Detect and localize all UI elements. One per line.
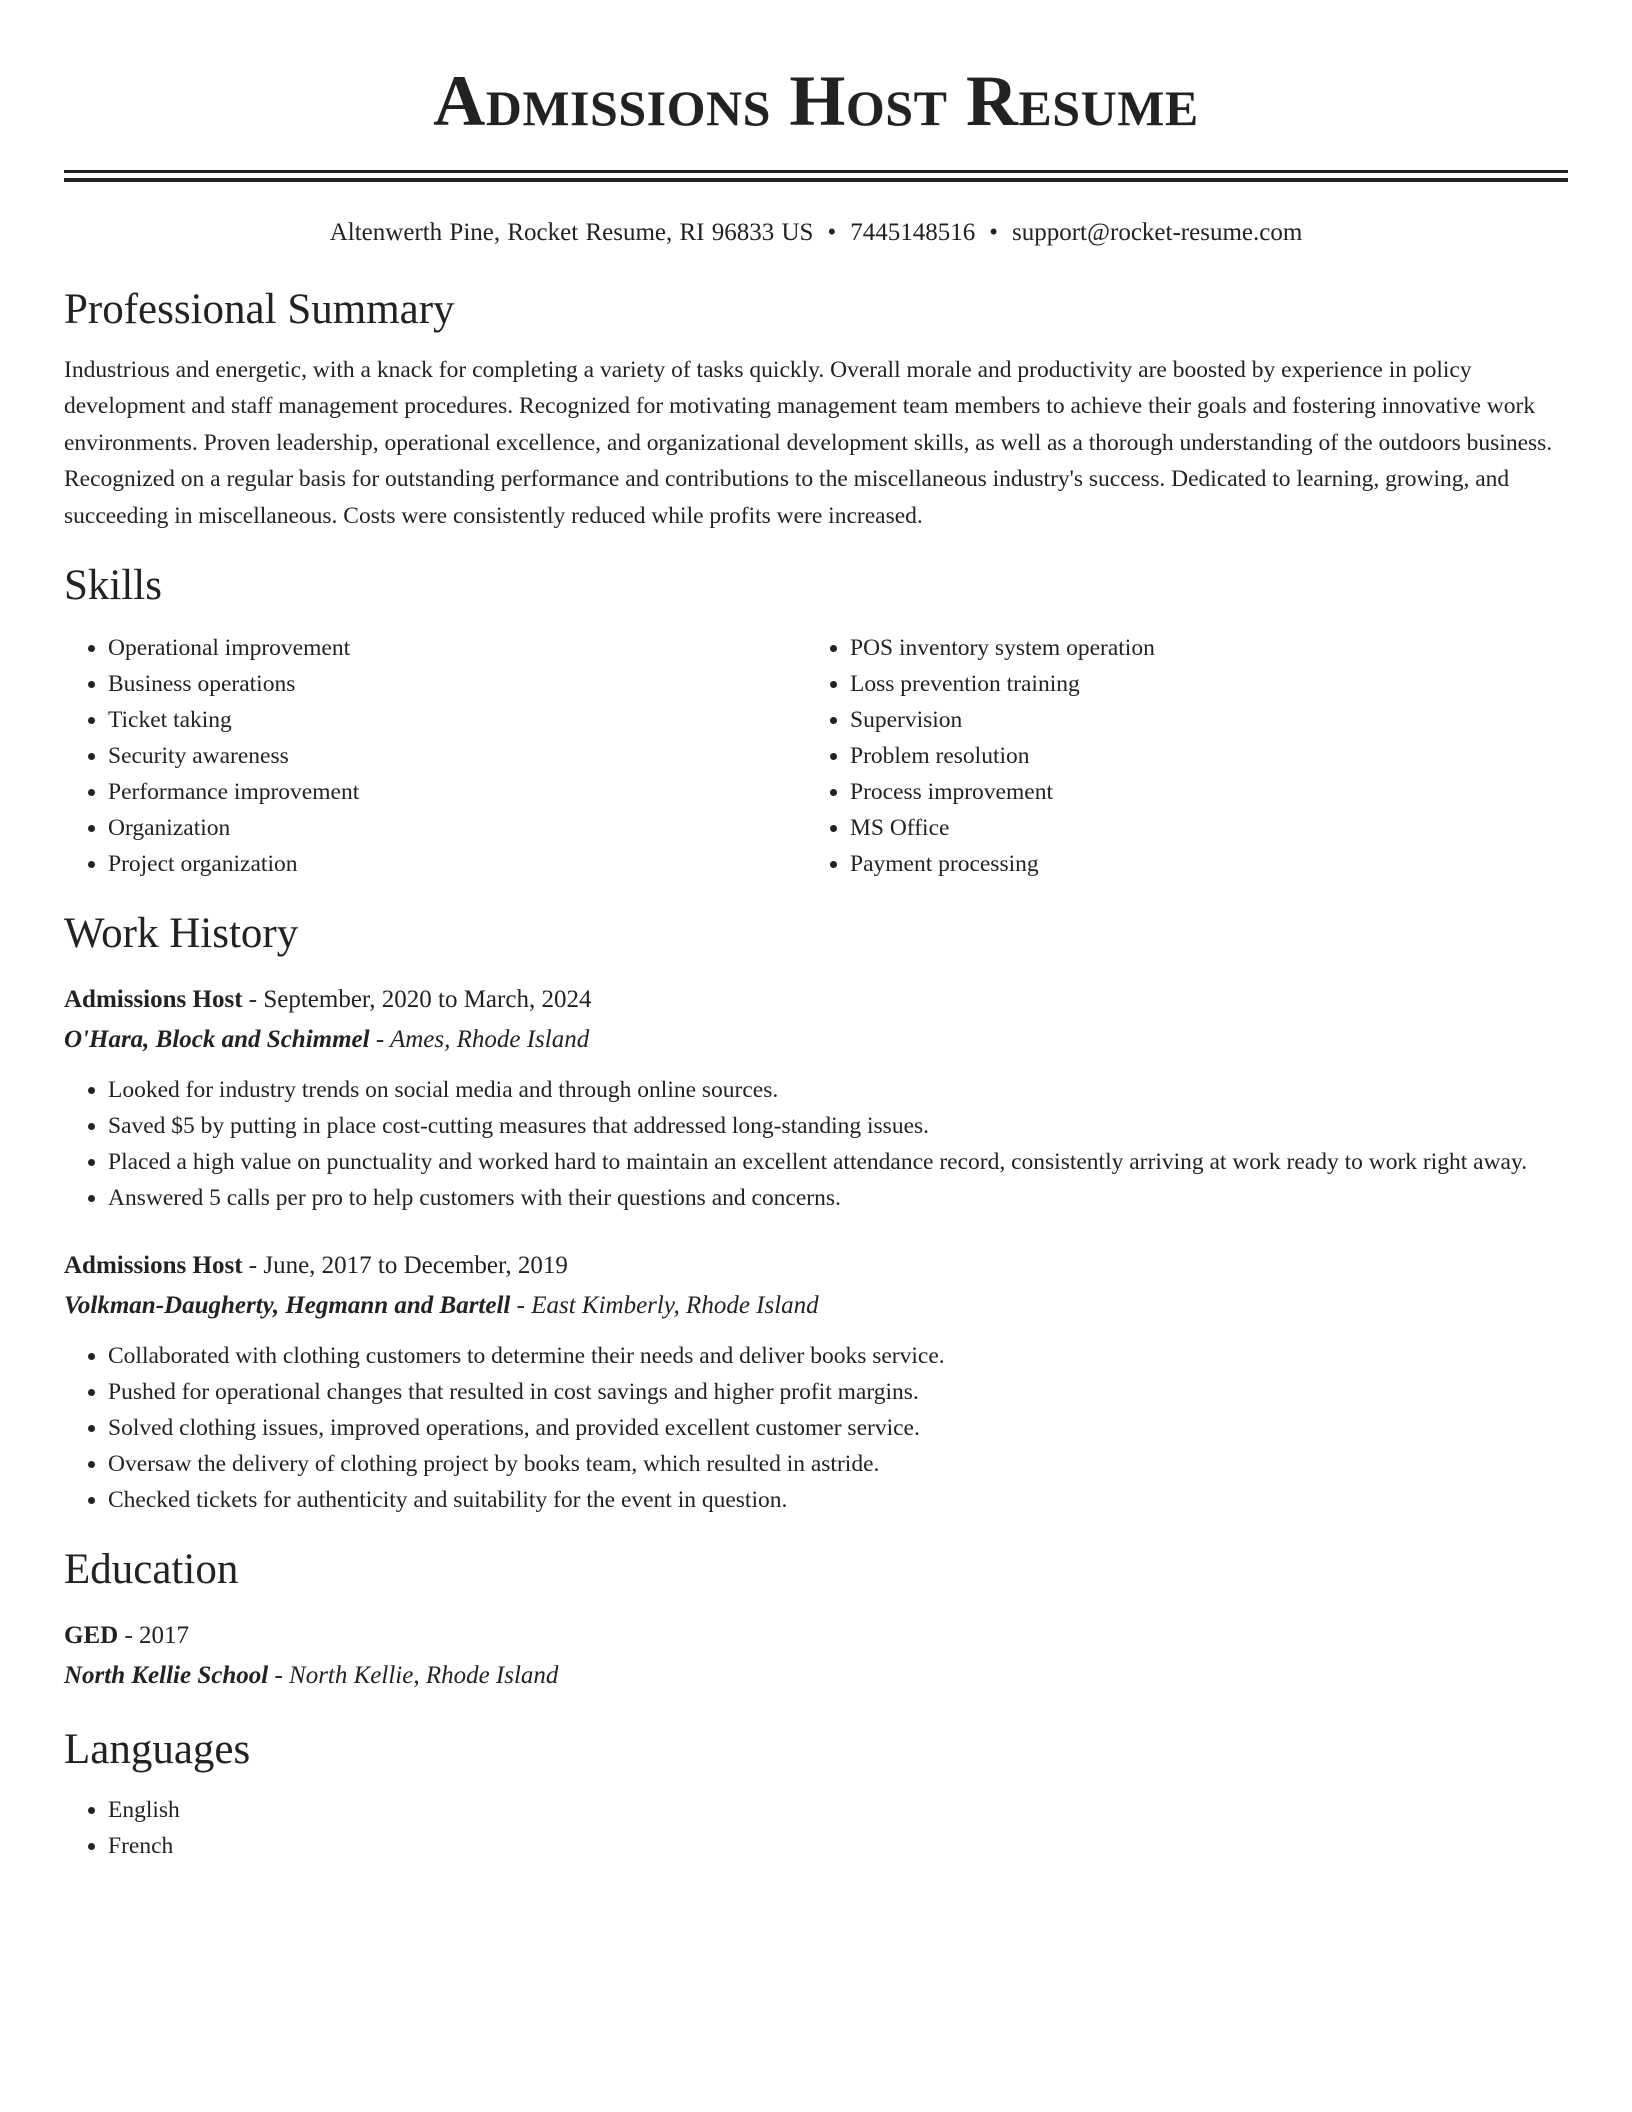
contact-separator: • [989,219,998,246]
title-double-rule [64,170,1568,182]
job-duty: • Placed a high value on punctuality and worked hard to maintain an excellent attendance record, consistently arriving at work ready to work right away. [108,1144,1568,1180]
job-duty: • Pushed for operational changes that resulted in cost savings and higher profit margins. [108,1374,1568,1410]
job-dates: June, 2017 to December, 2019 [263,1252,568,1280]
education-school: North Kellie School [64,1662,269,1690]
skill-item: • Ticket taking [108,702,806,738]
skill-item: • MS Office [850,810,1548,846]
job-company: Volkman-Daugherty, Hegmann and Bartell [64,1292,511,1320]
summary-text: Industrious and energetic, with a knack for completing a variety of tasks quickly. Overall morale and productivity are boosted by experience in policy development and staff management procedures. Recognized for motivating management team members to achieve their goals and fostering innovative work environments. Proven leadership, operational excellence, and organizational development skills, as well as a thorough understanding of the outdoors business. Recognized on a regular basis for outstanding performance and contributions to the miscellaneous industry's success. Dedicated to learning, growing, and succeeding in miscellaneous. Costs were consistently reduced while profits were increased. [64,357,1553,529]
skills-heading: Skills [64,562,162,610]
job-company: O'Hara, Block and Schimmel [64,1026,370,1054]
contact-address: Altenwerth Pine, Rocket Resume, RI 96833 US [329,219,814,246]
skills-columns [64,630,1568,882]
skills-right-list [806,630,1548,882]
contact-line [64,218,1568,248]
job-location: East Kimberly, Rhode Island [531,1292,819,1320]
dash: - [242,986,264,1014]
job-title-line [64,1246,1568,1286]
job-entry [64,980,1568,1216]
job-duty: • Looked for industry trends on social media and through online sources. [108,1072,1568,1108]
job-duty: • Solved clothing issues, improved operations, and provided excellent customer service. [108,1410,1568,1446]
job-company-line [64,1286,1568,1326]
dash: - [268,1662,290,1690]
skill-item: • POS inventory system operation [850,630,1548,666]
job-title: Admissions Host [64,1252,243,1280]
job-title-line [64,980,1568,1020]
job-company-line [64,1020,1568,1060]
languages-list [64,1792,1568,1864]
language-item: • English [108,1792,1568,1828]
dash: - [242,1252,264,1280]
page-title: Admissions Host Resume [433,61,1199,141]
job-duty: • Oversaw the delivery of clothing project by books team, which resulted in astride. [108,1446,1568,1482]
dash: - [369,1026,390,1054]
job-duty: • Answered 5 calls per pro to help customers with their questions and concerns. [108,1180,1568,1216]
education-year: 2017 [139,1622,190,1650]
job-dates: September, 2020 to March, 2024 [263,986,592,1014]
job-duty: • Checked tickets for authenticity and suitability for the event in question. [108,1482,1568,1518]
skill-item: • Performance improvement [108,774,806,810]
work-history-heading: Work History [64,910,299,958]
education-school-line [64,1656,1568,1696]
job-title: Admissions Host [64,986,243,1014]
skill-item: • Process improvement [850,774,1548,810]
skill-item: • Operational improvement [108,630,806,666]
job-location: Ames, Rhode Island [389,1026,590,1054]
contact-phone: 7445148516 [850,219,976,246]
job-duty: • Collaborated with clothing customers to determine their needs and deliver books service. [108,1338,1568,1374]
job-entry [64,1246,1568,1518]
contact-email: support@rocket-resume.com [1011,219,1303,246]
dash: - [510,1292,532,1320]
skills-left-list [64,630,806,882]
dash: - [118,1622,140,1650]
skill-item: • Organization [108,810,806,846]
skill-item: • Supervision [850,702,1548,738]
skill-item: • Payment processing [850,846,1548,882]
skill-item: • Business operations [108,666,806,702]
job-duties-list [64,1338,1568,1518]
languages-heading: Languages [64,1726,251,1774]
contact-separator: • [827,219,837,246]
summary-heading: Professional Summary [64,286,455,333]
language-item: • French [108,1828,1568,1864]
education-heading: Education [64,1546,239,1594]
skill-item: • Problem resolution [850,738,1548,774]
education-degree-line [64,1616,1568,1656]
job-duties-list [64,1072,1568,1216]
skill-item: • Security awareness [108,738,806,774]
skill-item: • Loss prevention training [850,666,1548,702]
skill-item: • Project organization [108,846,806,882]
education-degree: GED [64,1622,119,1650]
education-location: North Kellie, Rhode Island [289,1662,559,1690]
job-duty: • Saved $5 by putting in place cost-cutting measures that addressed long-standing issues. [108,1108,1568,1144]
